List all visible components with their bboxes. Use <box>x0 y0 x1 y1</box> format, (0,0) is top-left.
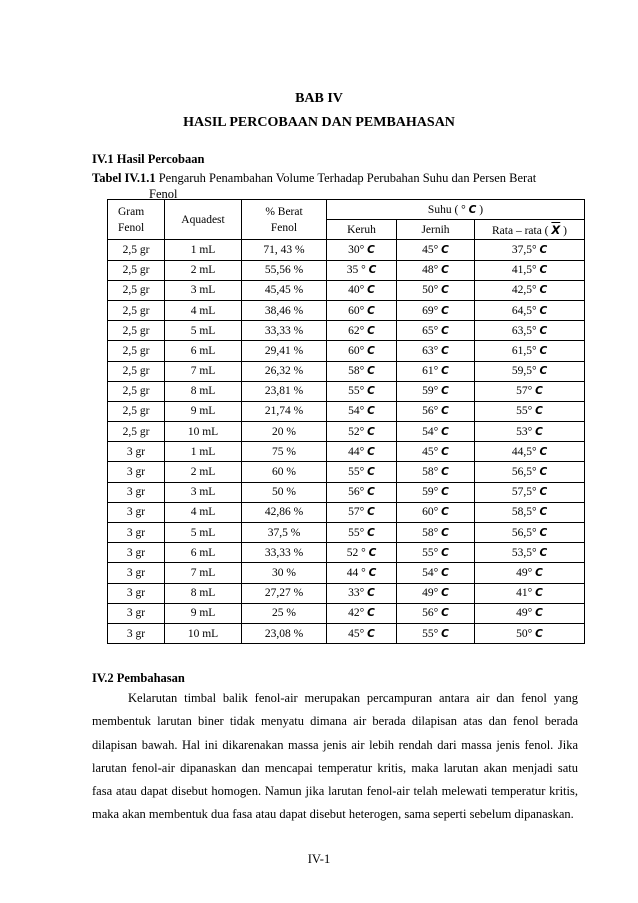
table-row <box>108 523 585 543</box>
c-symbol: C <box>539 506 548 519</box>
cell-aquadest: 10 mL <box>165 422 242 442</box>
c-symbol: C <box>367 607 375 620</box>
cell-rata-rata-value: 50° <box>516 627 533 640</box>
cell-jernih-value: 63° <box>422 344 439 357</box>
c-symbol: C <box>367 344 375 357</box>
cell-jernih-value: 61° <box>422 365 439 378</box>
header-gram-fenol <box>108 200 165 240</box>
c-symbol: C <box>367 385 375 398</box>
header-berat-label-2: Fenol <box>270 221 298 234</box>
c-symbol: C <box>535 587 543 600</box>
c-symbol: C <box>441 425 449 438</box>
table-body <box>108 240 585 644</box>
cell-jernih <box>397 462 475 482</box>
cell-berat-fenol: 42,86 % <box>242 502 327 522</box>
chapter-number: BAB IV <box>295 91 343 106</box>
c-symbol: C <box>441 324 449 337</box>
cell-keruh-value: 30° <box>348 243 365 256</box>
cell-gram: 2,5 gr <box>108 361 165 381</box>
cell-rata-rata <box>475 462 585 482</box>
header-rata-close: ) <box>563 224 567 237</box>
cell-keruh-value: 55° <box>348 385 365 398</box>
cell-rata-rata-value: 57° <box>516 385 533 398</box>
c-symbol: C <box>367 587 375 600</box>
header-rata-open: Rata – rata ( <box>492 224 549 237</box>
cell-berat-fenol: 37,5 % <box>242 523 327 543</box>
c-symbol: C <box>441 627 449 640</box>
cell-jernih <box>397 240 475 260</box>
c-symbol: C <box>367 284 375 297</box>
cell-jernih <box>397 442 475 462</box>
c-symbol: C <box>441 466 449 479</box>
cell-berat-fenol: 60 % <box>242 462 327 482</box>
cell-keruh <box>327 300 397 320</box>
cell-keruh-value: 52° <box>348 425 365 438</box>
cell-aquadest: 6 mL <box>165 543 242 563</box>
cell-aquadest: 1 mL <box>165 240 242 260</box>
header-berat-label: % Berat <box>265 205 303 218</box>
cell-berat-fenol: 25 % <box>242 603 327 623</box>
table-row <box>108 583 585 603</box>
cell-rata-rata <box>475 623 585 643</box>
cell-keruh <box>327 543 397 563</box>
cell-gram: 3 gr <box>108 603 165 623</box>
cell-berat-fenol: 33,33 % <box>242 543 327 563</box>
c-symbol: C <box>441 546 449 559</box>
c-symbol: C <box>535 405 543 418</box>
c-symbol: C <box>535 607 543 620</box>
c-symbol: C <box>539 546 548 559</box>
c-symbol: C <box>539 445 548 458</box>
cell-jernih <box>397 482 475 502</box>
c-symbol: C <box>441 304 449 317</box>
cell-rata-rata <box>475 341 585 361</box>
table-row <box>108 401 585 421</box>
c-symbol: C <box>539 526 548 539</box>
degree-c-symbol: ° <box>461 203 466 216</box>
c-symbol: C <box>441 607 449 620</box>
table-header-row <box>108 200 585 220</box>
cell-berat-fenol: 55,56 % <box>242 260 327 280</box>
cell-berat-fenol: 71, 43 % <box>242 240 327 260</box>
c-symbol: C <box>441 587 449 600</box>
cell-aquadest: 7 mL <box>165 361 242 381</box>
cell-jernih <box>397 341 475 361</box>
cell-rata-rata <box>475 482 585 502</box>
cell-jernih <box>397 280 475 300</box>
cell-rata-rata-value: 37,5° <box>511 243 537 256</box>
cell-jernih <box>397 321 475 341</box>
cell-aquadest: 4 mL <box>165 300 242 320</box>
c-symbol: C <box>367 324 375 337</box>
cell-berat-fenol: 29,41 % <box>242 341 327 361</box>
cell-aquadest: 1 mL <box>165 442 242 462</box>
c-symbol: C <box>539 284 548 297</box>
cell-gram: 2,5 gr <box>108 300 165 320</box>
cell-rata-rata <box>475 523 585 543</box>
c-symbol: C <box>468 203 477 216</box>
cell-jernih-value: 56° <box>422 607 439 620</box>
cell-jernih <box>397 260 475 280</box>
cell-jernih-value: 59° <box>422 486 439 499</box>
c-symbol: C <box>367 526 375 539</box>
cell-jernih-value: 54° <box>422 566 439 579</box>
cell-keruh-value: 58° <box>348 365 365 378</box>
cell-berat-fenol: 45,45 % <box>242 280 327 300</box>
cell-gram: 2,5 gr <box>108 341 165 361</box>
cell-gram: 3 gr <box>108 543 165 563</box>
cell-rata-rata-value: 49° <box>516 566 533 579</box>
cell-rata-rata <box>475 442 585 462</box>
cell-jernih-value: 60° <box>422 506 439 519</box>
cell-rata-rata-value: 63,5° <box>511 324 537 337</box>
table-row <box>108 543 585 563</box>
c-symbol: C <box>367 506 375 519</box>
cell-jernih-value: 59° <box>422 385 439 398</box>
cell-jernih <box>397 361 475 381</box>
header-keruh: Keruh <box>327 220 397 240</box>
cell-jernih-value: 55° <box>422 546 439 559</box>
header-jernih: Jernih <box>397 220 475 240</box>
cell-berat-fenol: 33,33 % <box>242 321 327 341</box>
c-symbol: C <box>441 284 449 297</box>
c-symbol: C <box>368 566 377 579</box>
c-symbol: C <box>441 344 449 357</box>
section-heading-results: IV.1 Hasil Percobaan <box>92 152 205 166</box>
cell-keruh-value: 55° <box>348 466 365 479</box>
table-row <box>108 240 585 260</box>
cell-jernih-value: 58° <box>422 466 439 479</box>
cell-rata-rata-value: 55° <box>516 405 533 418</box>
cell-aquadest: 9 mL <box>165 401 242 421</box>
cell-gram: 2,5 gr <box>108 381 165 401</box>
c-symbol: C <box>539 486 548 499</box>
cell-jernih-value: 48° <box>422 264 439 277</box>
cell-keruh-value: 60° <box>348 304 365 317</box>
c-symbol: C <box>539 466 548 479</box>
cell-gram: 3 gr <box>108 583 165 603</box>
cell-berat-fenol: 23,08 % <box>242 623 327 643</box>
c-symbol: C <box>441 445 449 458</box>
cell-jernih-value: 58° <box>422 526 439 539</box>
c-symbol: C <box>367 304 375 317</box>
c-symbol: C <box>441 243 449 256</box>
c-symbol: C <box>535 425 543 438</box>
cell-aquadest: 10 mL <box>165 623 242 643</box>
cell-berat-fenol: 50 % <box>242 482 327 502</box>
cell-gram: 2,5 gr <box>108 321 165 341</box>
cell-rata-rata-value: 53° <box>516 425 533 438</box>
cell-gram: 2,5 gr <box>108 401 165 421</box>
cell-gram: 2,5 gr <box>108 422 165 442</box>
cell-keruh-value: 35 ° <box>346 264 366 277</box>
table-row <box>108 603 585 623</box>
cell-keruh <box>327 523 397 543</box>
header-gram-label-2: Fenol <box>118 221 145 234</box>
cell-gram: 2,5 gr <box>108 280 165 300</box>
c-symbol: C <box>368 264 377 277</box>
cell-rata-rata-value: 53,5° <box>511 546 537 559</box>
cell-aquadest: 7 mL <box>165 563 242 583</box>
cell-rata-rata <box>475 260 585 280</box>
cell-jernih <box>397 401 475 421</box>
c-symbol: C <box>368 546 377 559</box>
cell-jernih-value: 55° <box>422 627 439 640</box>
cell-rata-rata-value: 49° <box>516 607 533 620</box>
cell-rata-rata <box>475 280 585 300</box>
table-caption <box>92 170 562 202</box>
cell-rata-rata <box>475 321 585 341</box>
cell-rata-rata <box>475 401 585 421</box>
cell-rata-rata <box>475 563 585 583</box>
c-symbol: C <box>535 385 543 398</box>
c-symbol: C <box>539 243 548 256</box>
cell-rata-rata-value: 41,5° <box>511 264 537 277</box>
cell-aquadest: 3 mL <box>165 280 242 300</box>
c-symbol: C <box>535 566 543 579</box>
cell-berat-fenol: 21,74 % <box>242 401 327 421</box>
table-row <box>108 563 585 583</box>
c-symbol: C <box>367 243 375 256</box>
cell-aquadest: 5 mL <box>165 321 242 341</box>
cell-jernih <box>397 523 475 543</box>
cell-jernih-value: 54° <box>422 425 439 438</box>
c-symbol: C <box>539 324 548 337</box>
cell-keruh <box>327 381 397 401</box>
cell-berat-fenol: 30 % <box>242 563 327 583</box>
c-symbol: C <box>367 627 375 640</box>
cell-gram: 3 gr <box>108 442 165 462</box>
cell-keruh-value: 60° <box>348 344 365 357</box>
table-row <box>108 482 585 502</box>
c-symbol: C <box>539 365 548 378</box>
cell-jernih <box>397 300 475 320</box>
cell-jernih <box>397 502 475 522</box>
cell-jernih-value: 65° <box>422 324 439 337</box>
c-symbol: C <box>441 385 449 398</box>
cell-jernih-value: 56° <box>422 405 439 418</box>
cell-aquadest: 8 mL <box>165 583 242 603</box>
cell-berat-fenol: 38,46 % <box>242 300 327 320</box>
c-symbol: C <box>367 425 375 438</box>
table-row <box>108 381 585 401</box>
cell-jernih <box>397 603 475 623</box>
page-number: IV-1 <box>307 852 331 866</box>
cell-keruh <box>327 482 397 502</box>
cell-keruh <box>327 321 397 341</box>
c-symbol: C <box>367 365 375 378</box>
cell-rata-rata <box>475 361 585 381</box>
header-berat-fenol <box>242 200 327 240</box>
cell-keruh-value: 56° <box>348 486 365 499</box>
table-row <box>108 442 585 462</box>
cell-rata-rata-value: 56,5° <box>511 526 537 539</box>
c-symbol: C <box>367 486 375 499</box>
cell-rata-rata <box>475 240 585 260</box>
table-row <box>108 280 585 300</box>
cell-aquadest: 2 mL <box>165 462 242 482</box>
table-row <box>108 300 585 320</box>
cell-keruh-value: 45° <box>348 627 365 640</box>
cell-jernih-value: 50° <box>422 284 439 297</box>
table-row <box>108 623 585 643</box>
c-symbol: C <box>441 365 449 378</box>
cell-jernih <box>397 563 475 583</box>
cell-keruh <box>327 502 397 522</box>
cell-jernih-value: 45° <box>422 243 439 256</box>
discussion-paragraph <box>92 687 578 827</box>
cell-keruh <box>327 583 397 603</box>
c-symbol: C <box>441 526 449 539</box>
cell-berat-fenol: 23,81 % <box>242 381 327 401</box>
cell-keruh <box>327 603 397 623</box>
c-symbol: C <box>441 566 449 579</box>
cell-rata-rata-value: 56,5° <box>511 466 537 479</box>
cell-aquadest: 4 mL <box>165 502 242 522</box>
c-symbol: C <box>367 405 375 418</box>
section-heading-discussion: IV.2 Pembahasan <box>92 671 185 685</box>
cell-berat-fenol: 75 % <box>242 442 327 462</box>
cell-jernih <box>397 583 475 603</box>
cell-rata-rata-value: 61,5° <box>511 344 537 357</box>
cell-keruh-value: 40° <box>348 284 365 297</box>
x-bar-symbol: $\overline{X}$ <box>551 222 561 237</box>
cell-gram: 3 gr <box>108 523 165 543</box>
cell-keruh-value: 44° <box>348 445 365 458</box>
cell-keruh-value: 62° <box>348 324 365 337</box>
cell-keruh-value: 54° <box>348 405 365 418</box>
cell-keruh <box>327 442 397 462</box>
cell-rata-rata-value: 57,5° <box>511 486 537 499</box>
table-row <box>108 341 585 361</box>
table-caption-text: Pengaruh Penambahan Volume Terhadap Perubahan Suhu dan Persen Berat <box>158 171 537 185</box>
cell-keruh <box>327 563 397 583</box>
cell-aquadest: 9 mL <box>165 603 242 623</box>
header-suhu-close: ) <box>479 203 484 216</box>
cell-jernih <box>397 381 475 401</box>
cell-gram: 2,5 gr <box>108 240 165 260</box>
cell-rata-rata <box>475 422 585 442</box>
cell-jernih-value: 49° <box>422 587 439 600</box>
header-gram-label: Gram <box>118 205 145 218</box>
cell-gram: 3 gr <box>108 482 165 502</box>
cell-rata-rata <box>475 381 585 401</box>
results-table <box>107 199 585 644</box>
discussion-text: Kelarutan timbal balik fenol-air merupakan percampuran antara air dan fenol yang membentuk larutan biner tidak menyatu dimana air berada dilapisan atas dan fenol berada dilapisan bawah. Hal ini dikarenakan massa jenis air lebih rendah dari massa jenis fenol. Jika larutan fenol-air dipanaskan dan mencapai temperatur kritis, maka larutan akan menjadi satu fasa atau dapat disebut homogen. Namun jika larutan fenol-air telah melewati temperatur kritis, maka akan membentuk dua fasa atau dapat disebut heterogen, sama seperti sebelum dipanaskan. <box>92 691 578 822</box>
c-symbol: C <box>539 344 548 357</box>
c-symbol: C <box>367 466 375 479</box>
cell-jernih <box>397 422 475 442</box>
c-symbol: C <box>441 405 449 418</box>
c-symbol: C <box>441 264 449 277</box>
table-row <box>108 321 585 341</box>
cell-aquadest: 5 mL <box>165 523 242 543</box>
cell-aquadest: 3 mL <box>165 482 242 502</box>
cell-jernih <box>397 543 475 563</box>
table-row <box>108 361 585 381</box>
header-rata-rata <box>475 220 585 240</box>
cell-keruh <box>327 462 397 482</box>
cell-keruh <box>327 260 397 280</box>
header-suhu-open: Suhu ( <box>427 203 459 216</box>
table-row <box>108 502 585 522</box>
cell-rata-rata <box>475 543 585 563</box>
c-symbol: C <box>441 486 449 499</box>
cell-keruh <box>327 341 397 361</box>
cell-keruh-value: 52 ° <box>346 546 366 559</box>
cell-keruh <box>327 401 397 421</box>
header-suhu <box>327 200 585 220</box>
c-symbol: C <box>539 304 548 317</box>
cell-rata-rata <box>475 603 585 623</box>
table-caption-label: Tabel IV.1.1 <box>92 171 156 185</box>
cell-rata-rata <box>475 300 585 320</box>
cell-aquadest: 8 mL <box>165 381 242 401</box>
cell-jernih-value: 69° <box>422 304 439 317</box>
table-row <box>108 422 585 442</box>
cell-rata-rata-value: 44,5° <box>511 445 537 458</box>
c-symbol: C <box>441 506 449 519</box>
cell-keruh-value: 44 ° <box>346 566 366 579</box>
cell-rata-rata-value: 58,5° <box>511 506 537 519</box>
table-caption-continuation: Fenol <box>149 187 178 201</box>
cell-gram: 3 gr <box>108 563 165 583</box>
cell-rata-rata <box>475 583 585 603</box>
cell-jernih <box>397 623 475 643</box>
cell-keruh <box>327 240 397 260</box>
cell-keruh <box>327 422 397 442</box>
cell-keruh-value: 55° <box>348 526 365 539</box>
cell-rata-rata-value: 64,5° <box>511 304 537 317</box>
cell-rata-rata <box>475 502 585 522</box>
cell-keruh-value: 57° <box>348 506 365 519</box>
c-symbol: C <box>367 445 375 458</box>
cell-keruh <box>327 361 397 381</box>
cell-keruh-value: 42° <box>348 607 365 620</box>
chapter-title: HASIL PERCOBAAN DAN PEMBAHASAN <box>183 115 455 130</box>
cell-aquadest: 6 mL <box>165 341 242 361</box>
cell-gram: 2,5 gr <box>108 260 165 280</box>
cell-rata-rata-value: 59,5° <box>511 365 537 378</box>
cell-jernih-value: 45° <box>422 445 439 458</box>
cell-rata-rata-value: 41° <box>516 587 533 600</box>
cell-berat-fenol: 26,32 % <box>242 361 327 381</box>
cell-keruh <box>327 623 397 643</box>
cell-keruh <box>327 280 397 300</box>
cell-gram: 3 gr <box>108 462 165 482</box>
header-aquadest: Aquadest <box>165 200 242 240</box>
cell-gram: 3 gr <box>108 502 165 522</box>
cell-gram: 3 gr <box>108 623 165 643</box>
cell-rata-rata-value: 42,5° <box>511 284 537 297</box>
cell-keruh-value: 33° <box>348 587 365 600</box>
c-symbol: C <box>535 627 543 640</box>
table-row <box>108 260 585 280</box>
table-row <box>108 462 585 482</box>
cell-berat-fenol: 27,27 % <box>242 583 327 603</box>
c-symbol: C <box>539 264 548 277</box>
cell-aquadest: 2 mL <box>165 260 242 280</box>
cell-berat-fenol: 20 % <box>242 422 327 442</box>
